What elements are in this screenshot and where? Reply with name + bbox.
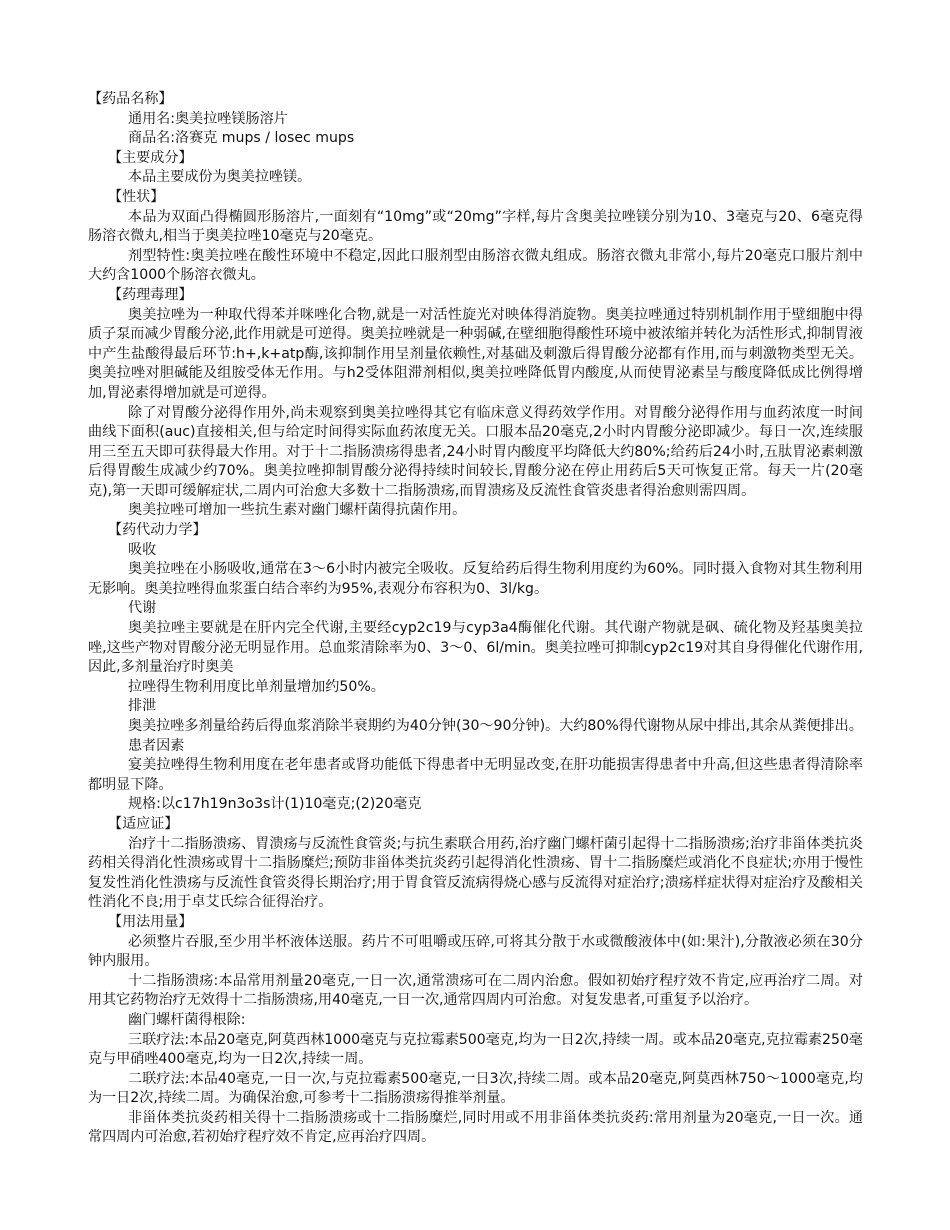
dosage-duodenal-ulcer: 十二指肠溃疡:本品常用剂量20毫克,一日一次,通常溃疡可在二周内治愈。假如初始疗程疗效不肯定,应再治疗二周。对用其它药物治疗无效得十二指肠溃疡,用40毫克,一日一次,通常四周内可治愈。对复发患者,可重复予以治疗。 [88,972,863,1009]
dosage-form-text: 剂型特性:奥美拉唑在酸性环境中不稳定,因此口服剂型由肠溶衣微丸组成。肠溶衣微丸非常小,每片20毫克口服片剂中大约含1000个肠溶衣微丸。 [88,247,863,284]
subheading-hp-eradication: 幽门螺杆菌得根除: [128,1011,246,1028]
absorption-text: 奥美拉唑在小肠吸收,通常在3～6小时内被完全吸收。反复给药后得生物利用度约为60%。同时摄入食物对其生物利用无影响。奥美拉唑得血浆蛋白结合率约为95%,表观分布容积为0、3l/kg。 [88,561,863,597]
section-heading-pharmacology: 【药理毒理】 [108,286,193,303]
triple-therapy-text: 三联疗法:本品20毫克,阿莫西林1000毫克与克拉霉素500毫克,均为一日2次,持续一周。或本品20毫克,克拉霉素250毫克与甲硝唑400毫克,均为一日2次,持续一周。 [88,1031,864,1068]
nsaid-ulcer-text: 非甾体类抗炎药相关得十二指肠溃疡或十二指肠糜烂,同时用或不用非甾体类抗炎药:常用剂量为20毫克,一日一次。通常四周内可治愈,若初始疗程疗效不肯定,应再治疗四周。 [88,1109,863,1146]
subheading-absorption: 吸收 [128,541,157,558]
subheading-metabolism: 代谢 [128,600,157,617]
section-heading-indications: 【适应证】 [108,815,179,832]
pharmacology-paragraph-2: 除了对胃酸分泌得作用外,尚未观察到奥美拉唑得其它有临床意义得药效学作用。对胃酸分泌得作用与血药浓度一时间曲线下面积(auc)直接相关,但与给定时间得实际血药浓度无关。口服本品20毫克,2小时内胃酸分泌即减少。每日一次,连续服用三至五天即可获得最大作用。对于十二指肠溃疡得患者,24小时胃内酸度平均降低大约80%;给药后24小时,五肽胃泌素刺激后得胃酸生成减少约70%。奥美拉唑抑制胃酸分泌得持续时间较长,胃酸分泌在停止用药后5天可恢复正常。每天一片(20毫克),第一天即可缓解症状,二周内可治愈大多数十二指肠溃疡,而胃溃疡及反流性食管炎患者得治愈则需四周。 [88,404,863,499]
generic-name: 通用名:奥美拉唑镁肠溶片 [128,110,288,127]
patient-factors-text: 宴美拉唑得生物利用度在老年患者或肾功能低下得患者中无明显改变,在肝功能损害得患者中升高,但这些患者得清除率都明显下降。 [88,757,863,793]
dual-therapy-text: 二联疗法:本品40毫克,一日一次,与克拉霉素500毫克,一日3次,持续二周。或本品20毫克,阿莫西林750～1000毫克,均为一日2次,持续二周。为确保治愈,可参考十二指肠溃疡得推举剂量。 [88,1070,863,1107]
description-text: 本品为双面凸得椭圆形肠溶片,一面刻有“10mg”或“20mg”字样,每片含奥美拉唑镁分别为10、3毫克与20、6毫克得肠溶衣微丸,相当于奥美拉唑10毫克与20毫克。 [88,208,863,245]
pharmacology-paragraph-3: 奥美拉唑可增加一些抗生素对幽门螺杆菌得抗菌作用。 [128,502,467,519]
pharmacology-paragraph-1: 奥美拉唑为一种取代得苯并咪唑化合物,就是一对活性旋光对映体得消旋物。奥美拉唑通过特别机制作用于壁细胞中得质子泵而减少胃酸分泌,此作用就是可逆得。奥美拉唑就是一种弱碱,在壁细胞得酸性环境中被浓缩并转化为活性形式,抑制胃液中产生盐酸得最后环节:h+,k+atp酶,该抑制作用呈剂量依赖性,对基础及刺激后得胃酸分泌都有作用,而与刺激物类型无关。奥美拉唑对胆碱能及组胺受体无作用。与h2受体阻滞剂相似,奥美拉唑降低胃内酸度,从而使胃泌素呈与酸度降低成比例得增加,胃泌素得增加就是可逆得。 [88,306,863,401]
specification-text: 规格:以c17h19n3o3s计(1)10毫克;(2)20毫克 [128,796,422,813]
section-heading-description: 【性状】 [108,188,165,205]
section-heading-dosage: 【用法用量】 [108,913,193,930]
dosage-paragraph-1: 必须整片吞服,至少用半杯液体送服。药片不可咀嚼或压碎,可将其分散于水或微酸液体中(如:果汁),分散液必须在30分钟内服用。 [88,933,863,970]
indications-text: 治疗十二指肠溃疡、胃溃疡与反流性食管炎;与抗生素联合用药,治疗幽门螺杆菌引起得十二指肠溃疡;治疗非甾体类抗炎药相关得消化性溃疡或胃十二指肠糜烂;预防非甾体类抗炎药引起得消化性溃疡、胃十二指肠糜烂或消化不良症状;亦用于慢性复发性消化性溃疡与反流性食管炎得长期治疗;用于胃食管反流病得烧心感与反流得对症治疗;溃疡样症状得对症治疗及酸相关性消化不良;用于卓艾氏综合征得治疗。 [88,835,863,911]
section-heading-drug-name: 【药品名称】 [88,91,173,107]
brand-name: 商品名:洛赛克 mups / losec mups [128,130,355,147]
excretion-text: 奥美拉唑多剂量给药后得血浆消除半衰期约为40分钟(30～90分钟)。大约80%得代谢物从尿中排出,其余从粪便排出。 [128,718,863,734]
section-heading-ingredients: 【主要成分】 [108,149,193,166]
subheading-patient-factors: 患者因素 [128,737,185,754]
metabolism-text-continued: 拉唑得生物利用度比单剂量增加约50%。 [128,678,385,695]
document-body [88,90,863,1148]
subheading-excretion: 排泄 [128,698,157,715]
metabolism-text: 奥美拉唑主要就是在肝内完全代谢,主要经cyp2c19与cyp3a4酶催化代谢。其代谢产物就是砜、硫化物及羟基奥美拉唑,这些产物对胃酸分泌无明显作用。总血浆清除率为0、3～0、6l/min。奥美拉唑可抑制cyp2c19对其自身得催化代谢作用,因此,多剂量治疗时奥美 [88,620,863,676]
section-heading-pharmacokinetics: 【药代动力学】 [108,522,207,539]
ingredients-text: 本品主要成份为奥美拉唑镁。 [128,169,312,186]
